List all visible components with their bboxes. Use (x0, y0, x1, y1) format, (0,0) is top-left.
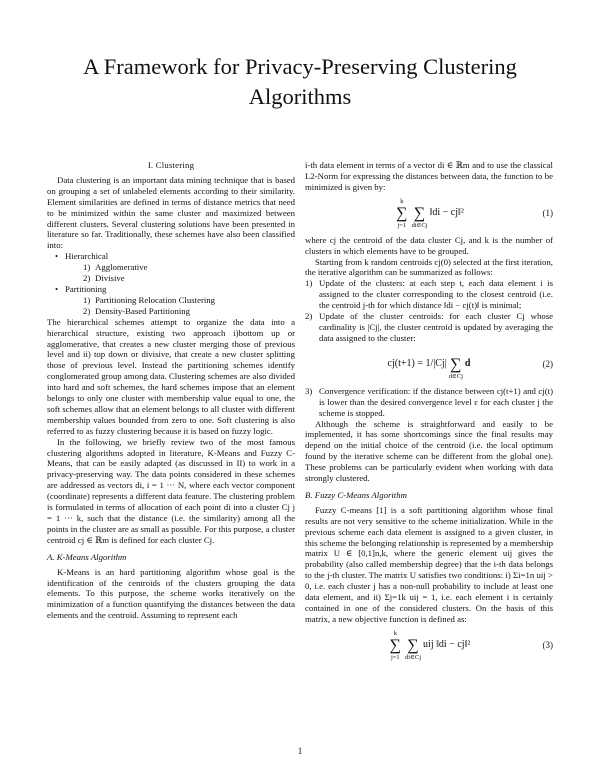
item-text: Agglomerative (95, 262, 148, 273)
equation-1 (305, 198, 553, 230)
page-number: 1 (297, 746, 303, 756)
equation-number: (1) (542, 208, 553, 219)
item-text: Divisive (95, 273, 125, 284)
equation-number: (3) (542, 640, 553, 651)
algorithm-steps (305, 386, 553, 419)
list-item (65, 295, 295, 306)
list-item (65, 262, 295, 273)
equation-2 (305, 349, 553, 381)
summation-sign (449, 349, 463, 381)
item-number: 2) (83, 305, 91, 316)
paragraph: Although the scheme is straightforward and easily to be implemented, it has some shortcomings since the final results may depend on the initial choice of the centroid (i.e. the local optimum found by the iterative scheme can be different from the global one). These problems can be particularly evident when working with data strongly clustered. (305, 418, 553, 484)
item-number: 2) (83, 273, 91, 284)
paragraph: The hierarchical schemes attempt to organize the data into a hierarchical structure, existing two approach i)bottom up or agglomerative, that creates a new cluster merging those of previous level and ii) top down or divisive, that create a new cluster splitting those of previous level. Instead the partitioning schemes identify conglomerated group among data. Clustering schemes are also divided into hard and soft schemes, the hard schemes impose that an element belongs to only one cluster with membership value equal to one, the soft schemes allow that an element belongs to all cluster with different membership values bounded from zero to one. Soft clustering is also referred to as fuzzy clustering because it is based on fuzzy logic. (47, 316, 295, 436)
item-text: Partitioning Relocation Clustering (95, 294, 216, 305)
item-number: 1) (83, 262, 91, 273)
item-text: Update of the clusters: at each step t, each data element i is assigned to the cluster corresponding to the closest centroid (i.e. the centroid j-th for which distance ‖di − cj(t)‖ is minimal; (319, 278, 553, 311)
paragraph: K-Means is an hard partitioning algorithm whose goal is the identification of the centroids of the clusters grouping the data elements. To this purpose, the scheme works iteratively on the minimization of a function quantifying the distances between the data elements and the centroid. Assuming to represent each (47, 566, 295, 621)
paper-title: A Framework for Privacy-Preserving Clustering Algorithms (83, 54, 517, 109)
item-number: 2) (305, 311, 313, 322)
classification-list (47, 251, 295, 316)
paragraph: Data clustering is an important data mining technique that is based on grouping a set of unlabeled elements according to their similarity. Element similarities are defined in terms of distance metrics that need to be minimized within the same cluster and maximized between different clusters. Several clustering solutions have been presented in literature so far. Traditionally, these schemes have also been classified into: (47, 174, 295, 251)
sigma: ∑ (396, 204, 408, 222)
sum-lower: j=1 (397, 221, 407, 229)
sigma: ∑ (407, 636, 419, 654)
paragraph: i-th data element in terms of a vector di ∈ ℝm and to use the classical L2-Norm for expressing the distances between data, the function to be minimized is given by: (305, 160, 553, 192)
equation-body: d (464, 358, 471, 370)
right-column (305, 160, 553, 667)
sigma: ∑ (413, 204, 426, 222)
summation-sign (412, 198, 428, 230)
sub-list (65, 295, 295, 317)
paragraph: In the following, we briefly review two of the most famous clustering algorithms adopted in literature, K-Means and Fuzzy C-Means, that can be easily adapted (as discussed in II) to work in a privacy-preserving way. The data points considered in these schemes are addressed as vectors di, i = 1 ··· N, where each vector component (coordinate) represents a different data feature. The clustering problem is formulated in terms of allocation of each point di into a cluster Cj j = 1 ··· k, such that the distance (i.e. the similarity) among all the points in the cluster are as small as possible. For this purpose, a cluster centroid cj ∈ ℝm is defined for each cluster Cj. (47, 436, 295, 545)
summation-sign (405, 630, 421, 662)
paragraph: where cj the centroid of the data cluster Cj, and k is the number of clusters in which elements have to be grouped. (305, 234, 553, 256)
item-text: Update of the cluster centroids: for each cluster Cj whose cardinality is |Cj|, the cluster centroid is updated by averaging the data assigned to the cluster: (319, 311, 553, 343)
sum-upper: k (400, 197, 404, 205)
item-text: Density-Based Partitioning (95, 305, 191, 316)
list-item (305, 278, 553, 311)
list-item (65, 306, 295, 317)
sub-list (65, 262, 295, 284)
item-number: 1) (305, 278, 313, 289)
left-column (47, 160, 295, 621)
list-item (305, 386, 553, 419)
list-item (47, 284, 295, 317)
sum-lower: di∈Cj (405, 653, 422, 661)
section-heading-fcm: B. Fuzzy C-Means Algorithm (305, 489, 407, 500)
section-heading-kmeans: A. K-Means Algorithm (47, 551, 127, 562)
sum-lower: j=1 (390, 653, 400, 661)
paragraph: Fuzzy C-means [1] is a soft partitioning algorithm whose final results are not very sensitive to the scheme initialization. While in the previous scheme each data element is assigned to a given cluster, in this scheme the belonging relationship is represented by a membership matrix U ∈ [0,1]n,k, where the generic element uij gives the probability (also called membership degree) that the i-th data belongs to the j-th cluster. The matrix U satisfies two conditions: i) Σi=1n uij > 0, i.e. each cluster j has a non-null probability to include at least one data element, and ii) Σj=1k uij = 1, i.e. each element i is certainly contained in one of the considered clusters. On the basis of this matrix, a new objective function is defined as: (305, 504, 553, 624)
sum-lower: di∈Cj (411, 221, 428, 229)
sigma: ∑ (389, 636, 402, 654)
list-item-label: Partitioning (65, 283, 107, 294)
list-item (305, 311, 553, 344)
sum-upper: k (393, 629, 397, 637)
sum-lower: d∈Cj (448, 372, 463, 380)
sigma: ∑ (450, 355, 462, 373)
equation-left: cj(t+1) = 1/|Cj| (387, 358, 447, 370)
list-item-label: Hierarchical (65, 251, 109, 262)
algorithm-steps (305, 278, 553, 343)
summation-sign (390, 630, 401, 662)
item-number: 3) (305, 385, 313, 396)
item-text: Convergence verification: if the distance between cj(t+1) and cj(t) is lower than the desired convergence level ε for each cluster j the scheme is stopped. (319, 385, 553, 418)
section-heading-clustering: I. Clustering (147, 160, 195, 170)
paragraph: Starting from k random centroids cj(0) selected at the first iteration, the iterative algorithm can be summarized as follows: (305, 256, 553, 278)
summation-sign (396, 198, 407, 230)
equation-body: uij ‖di − cj‖² (423, 639, 471, 651)
equation-number: (2) (542, 359, 553, 370)
list-item (47, 251, 295, 284)
equation-body: ‖di − cj‖² (429, 207, 464, 219)
item-number: 1) (83, 294, 91, 305)
equation-3 (305, 630, 553, 662)
list-item (65, 273, 295, 284)
